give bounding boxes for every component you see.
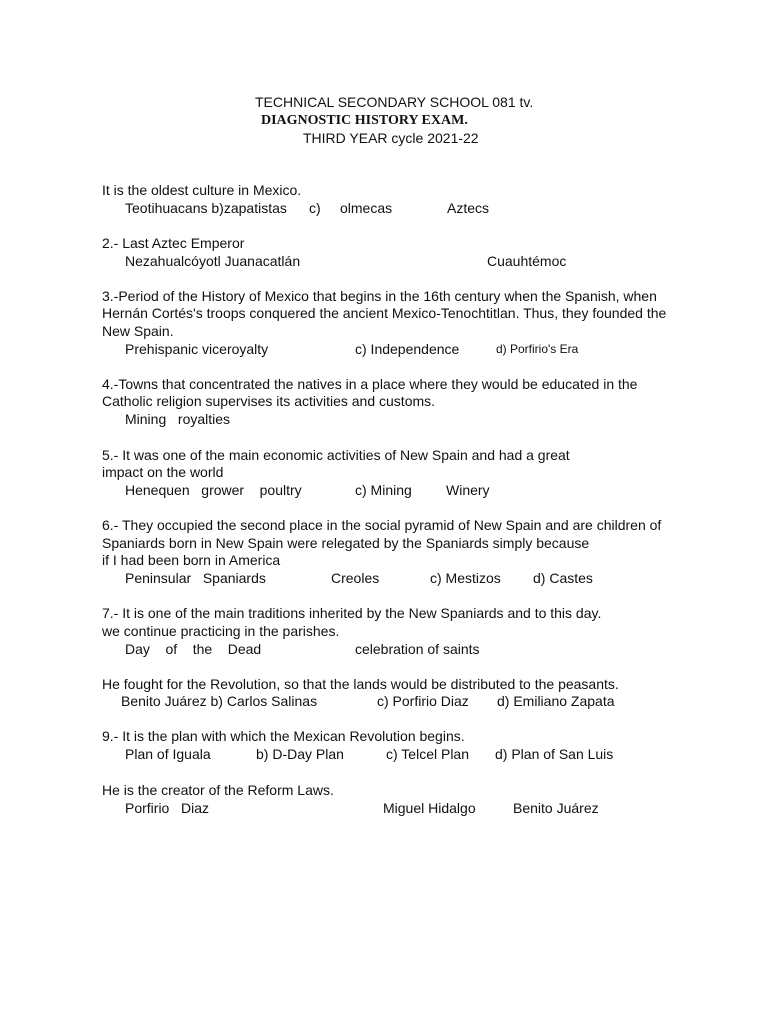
question-3-prompt-line: 3.-Period of the History of Mexico that begins in the 16th century when the Spanish, when bbox=[102, 288, 657, 304]
question-3-option: d) Porfirio's Era bbox=[496, 342, 579, 356]
question-2-option: Cuauhtémoc bbox=[487, 253, 567, 269]
question-5-option: Winery bbox=[446, 482, 490, 498]
question-1-option: Teotihuacans b)zapatistas bbox=[125, 200, 287, 216]
question-4-prompt-line: Catholic religion supervises its activities and customs. bbox=[102, 393, 436, 409]
question-6-option: c) Mestizos bbox=[430, 570, 501, 586]
question-6-option: Creoles bbox=[331, 570, 380, 586]
question-6-prompt-line: Spaniards born in New Spain were relegated by the Spaniards simply because bbox=[102, 535, 590, 551]
question-1-prompt: It is the oldest culture in Mexico. bbox=[102, 182, 302, 198]
question-6-prompt-line: 6.- They occupied the second place in the social pyramid of New Spain and are children of bbox=[102, 517, 662, 533]
question-1-option: c) bbox=[309, 200, 321, 216]
question-5-prompt-line: 5.- It was one of the main economic activities of New Spain and had a great bbox=[102, 447, 570, 463]
question-1-option: Aztecs bbox=[447, 200, 490, 216]
question-6-option: Peninsular Spaniards bbox=[125, 570, 266, 586]
question-2-option: Nezahualcóyotl Juanacatlán bbox=[125, 253, 301, 269]
question-8-option: Benito Juárez b) Carlos Salinas bbox=[121, 693, 318, 709]
question-5-prompt-line: impact on the world bbox=[102, 464, 224, 480]
question-3-option: c) Independence bbox=[355, 341, 460, 357]
question-3-prompt-line: Hernán Cortés's troops conquered the ancient Mexico-Tenochtitlan. Thus, they founded the bbox=[102, 305, 667, 321]
question-9-option: c) Telcel Plan bbox=[386, 746, 470, 762]
question-8-option: c) Porfirio Diaz bbox=[377, 693, 469, 709]
question-8-option: d) Emiliano Zapata bbox=[497, 693, 615, 709]
question-7-option: Day of the Dead bbox=[125, 641, 262, 657]
question-9-option: Plan of Iguala bbox=[125, 746, 211, 762]
question-8-prompt: He fought for the Revolution, so that the lands would be distributed to the peasants. bbox=[102, 676, 619, 692]
question-4-prompt-line: 4.-Towns that concentrated the natives in a place where they would be educated in the bbox=[102, 376, 638, 392]
question-10-option: Porfirio Diaz bbox=[125, 800, 210, 816]
question-3-prompt-line: New Spain. bbox=[102, 323, 174, 339]
question-9-prompt: 9.- It is the plan with which the Mexican Revolution begins. bbox=[102, 728, 465, 744]
exam-title: DIAGNOSTIC HISTORY EXAM. bbox=[261, 113, 468, 128]
question-10-option: Benito Juárez bbox=[513, 800, 599, 816]
question-7-option: celebration of saints bbox=[355, 641, 480, 657]
question-9-option: b) D-Day Plan bbox=[256, 746, 344, 762]
question-6-option: d) Castes bbox=[533, 570, 593, 586]
question-7-prompt-line: we continue practicing in the parishes. bbox=[102, 623, 340, 639]
question-6-prompt-line: if I had been born in America bbox=[102, 552, 281, 568]
question-3-option: Prehispanic viceroyalty bbox=[125, 341, 269, 357]
question-10-option: Miguel Hidalgo bbox=[383, 800, 476, 816]
question-7-prompt-line: 7.- It is one of the main traditions inherited by the New Spaniards and to this day. bbox=[102, 605, 602, 621]
exam-cycle: THIRD YEAR cycle 2021-22 bbox=[303, 130, 479, 146]
question-4-option: Mining royalties bbox=[125, 411, 231, 427]
question-2-prompt: 2.- Last Aztec Emperor bbox=[102, 235, 245, 251]
question-10-prompt: He is the creator of the Reform Laws. bbox=[102, 782, 334, 798]
school-name: TECHNICAL SECONDARY SCHOOL 081 tv. bbox=[255, 94, 534, 110]
question-9-option: d) Plan of San Luis bbox=[495, 746, 614, 762]
question-5-option: Henequen grower poultry bbox=[125, 482, 302, 498]
question-5-option: c) Mining bbox=[355, 482, 412, 498]
question-1-option: olmecas bbox=[340, 200, 393, 216]
